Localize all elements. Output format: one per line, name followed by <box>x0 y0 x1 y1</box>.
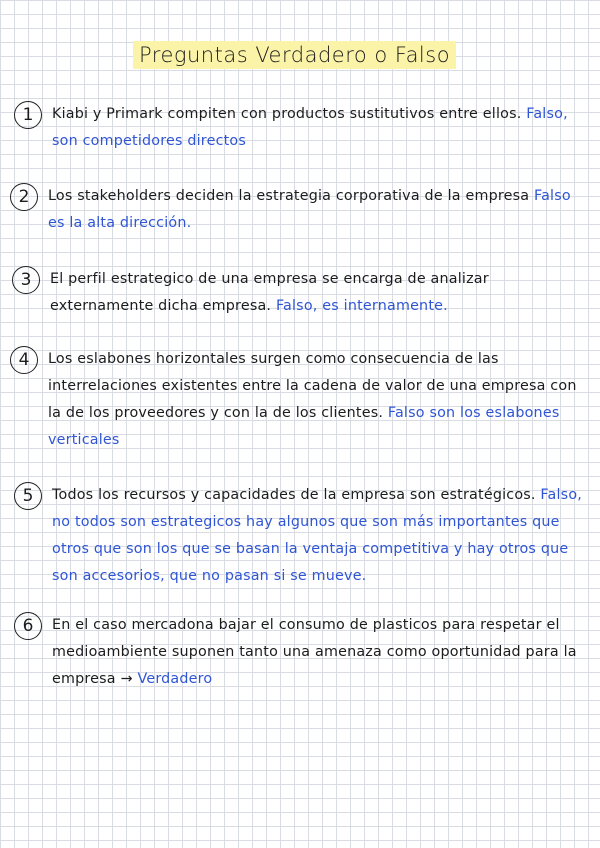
question-number-5: 5 <box>14 482 42 510</box>
question-5 <box>14 482 588 590</box>
answer-text-6: Verdadero <box>137 671 213 687</box>
question-text-6: En el caso mercadona bajar el consumo de plasticos para respetar el medioambiente suponen tanto una amenaza como oportunidad para la empresa → <box>52 617 577 687</box>
question-text-5: Todos los recursos y capacidades de la empresa son estratégicos. <box>52 487 536 503</box>
question-text-3: El perfil estrategico de una empresa se encarga de analizar externamente dicha empresa. <box>50 271 489 314</box>
question-body-3 <box>50 266 586 320</box>
answer-text-5: Falso, no todos son estrategicos hay algunos que son más importantes que otros que son los que se basan la ventaja competitiva y hay otros que son accesorios, que no pasan si se mueve. <box>52 487 583 584</box>
question-1 <box>14 101 588 155</box>
question-text-1: Kiabi y Primark compiten con productos sustitutivos entre ellos. <box>52 106 522 122</box>
question-body-4 <box>48 346 584 454</box>
question-text-2: Los stakeholders deciden la estrategia corporativa de la empresa <box>48 188 530 204</box>
question-3 <box>12 266 586 320</box>
question-number-3: 3 <box>12 266 40 294</box>
question-4 <box>10 346 584 454</box>
answer-text-3: Falso, es internamente. <box>275 298 448 314</box>
question-2 <box>10 183 584 237</box>
question-text-4: Los eslabones horizontales surgen como consecuencia de las interrelaciones existentes entre la cadena de valor de una empresa con la de los proveedores y con la de los clientes. <box>48 351 577 421</box>
question-body-6 <box>52 612 588 693</box>
answer-text-1: Falso, son competidores directos <box>52 106 568 149</box>
question-number-4: 4 <box>10 346 38 374</box>
question-body-1 <box>52 101 588 155</box>
question-number-2: 2 <box>10 183 38 211</box>
question-number-1: 1 <box>14 101 42 129</box>
question-number-6: 6 <box>14 612 42 640</box>
question-body-2 <box>48 183 584 237</box>
question-6 <box>14 612 588 693</box>
answer-text-2: Falso es la alta dirección. <box>48 188 571 231</box>
question-body-5 <box>52 482 588 590</box>
page-title: Preguntas Verdadero o Falso <box>133 41 456 69</box>
answer-text-4: Falso son los eslabones verticales <box>48 405 560 448</box>
